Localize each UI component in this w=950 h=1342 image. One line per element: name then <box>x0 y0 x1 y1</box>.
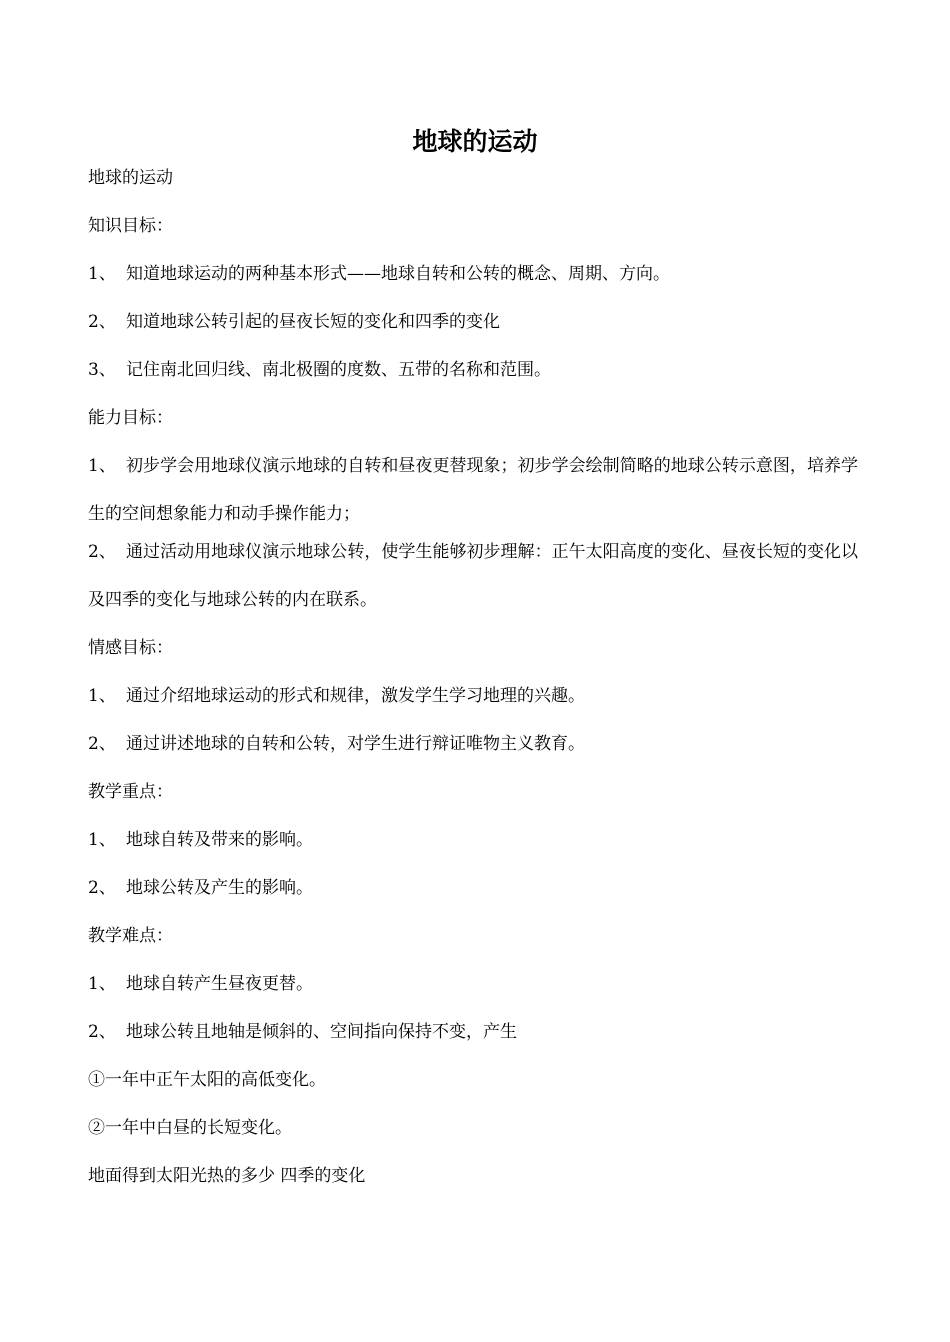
list-number: 2、 <box>88 312 116 332</box>
list-item-text: 记住南北回归线、南北极圈的度数、五带的名称和范围。 <box>126 360 551 380</box>
list-number: 1、 <box>88 830 116 850</box>
section-heading-text: 能力目标： <box>88 408 173 428</box>
list-item <box>88 308 858 356</box>
list-number: 2、 <box>88 734 116 754</box>
paragraph-text: ②一年中白昼的长短变化。 <box>88 1118 292 1138</box>
document-body <box>88 164 858 1210</box>
list-item <box>88 682 858 730</box>
document-title: 地球的运动 <box>412 127 538 156</box>
section-heading <box>88 778 858 826</box>
paragraph <box>88 164 858 212</box>
list-item <box>88 1018 858 1066</box>
section-heading-text: 知识目标： <box>88 216 173 236</box>
list-number: 2、 <box>88 878 116 898</box>
list-item-text: 地球自转及带来的影响。 <box>126 830 313 850</box>
paragraph-text: 地球的运动 <box>88 168 173 188</box>
section-heading <box>88 922 858 970</box>
list-number: 1、 <box>88 686 116 706</box>
list-number: 1、 <box>88 974 116 994</box>
list-item <box>88 528 858 624</box>
list-number: 2、 <box>88 542 116 562</box>
list-number: 1、 <box>88 264 116 284</box>
list-item-text: 地球公转及产生的影响。 <box>126 878 313 898</box>
paragraph-text: 地面得到太阳光热的多少 四季的变化 <box>88 1166 366 1186</box>
section-heading-text: 情感目标： <box>88 638 173 658</box>
list-number: 2、 <box>88 1022 116 1042</box>
list-item-text: 通过介绍地球运动的形式和规律，激发学生学习地理的兴趣。 <box>126 686 585 706</box>
paragraph <box>88 1066 858 1114</box>
list-item-text: 通过活动用地球仪演示地球公转，使学生能够初步理解：正午太阳高度的变化、昼夜长短的变化以及四季的变化与地球公转的内在联系。 <box>88 542 858 610</box>
list-item <box>88 730 858 778</box>
paragraph <box>88 1114 858 1162</box>
list-item-text: 初步学会用地球仪演示地球的自转和昼夜更替现象；初步学会绘制简略的地球公转示意图，培养学生的空间想象能力和动手操作能力； <box>88 456 858 524</box>
list-item <box>88 874 858 922</box>
list-item <box>88 970 858 1018</box>
paragraph-text: ①一年中正午太阳的高低变化。 <box>88 1070 326 1090</box>
list-item <box>88 442 858 538</box>
list-item <box>88 826 858 874</box>
list-item-text: 知道地球运动的两种基本形式——地球自转和公转的概念、周期、方向。 <box>126 264 670 284</box>
list-item-text: 知道地球公转引起的昼夜长短的变化和四季的变化 <box>126 312 500 332</box>
list-item-text: 通过讲述地球的自转和公转，对学生进行辩证唯物主义教育。 <box>126 734 585 754</box>
list-item-text: 地球自转产生昼夜更替。 <box>126 974 313 994</box>
list-item <box>88 356 858 404</box>
section-heading <box>88 212 858 260</box>
list-item <box>88 260 858 308</box>
section-heading <box>88 634 858 682</box>
list-number: 3、 <box>88 360 116 380</box>
list-number: 1、 <box>88 456 116 476</box>
list-item-text: 地球公转且地轴是倾斜的、空间指向保持不变，产生 <box>126 1022 517 1042</box>
section-heading-text: 教学重点： <box>88 782 173 802</box>
section-heading-text: 教学难点： <box>88 926 173 946</box>
paragraph <box>88 1162 858 1210</box>
